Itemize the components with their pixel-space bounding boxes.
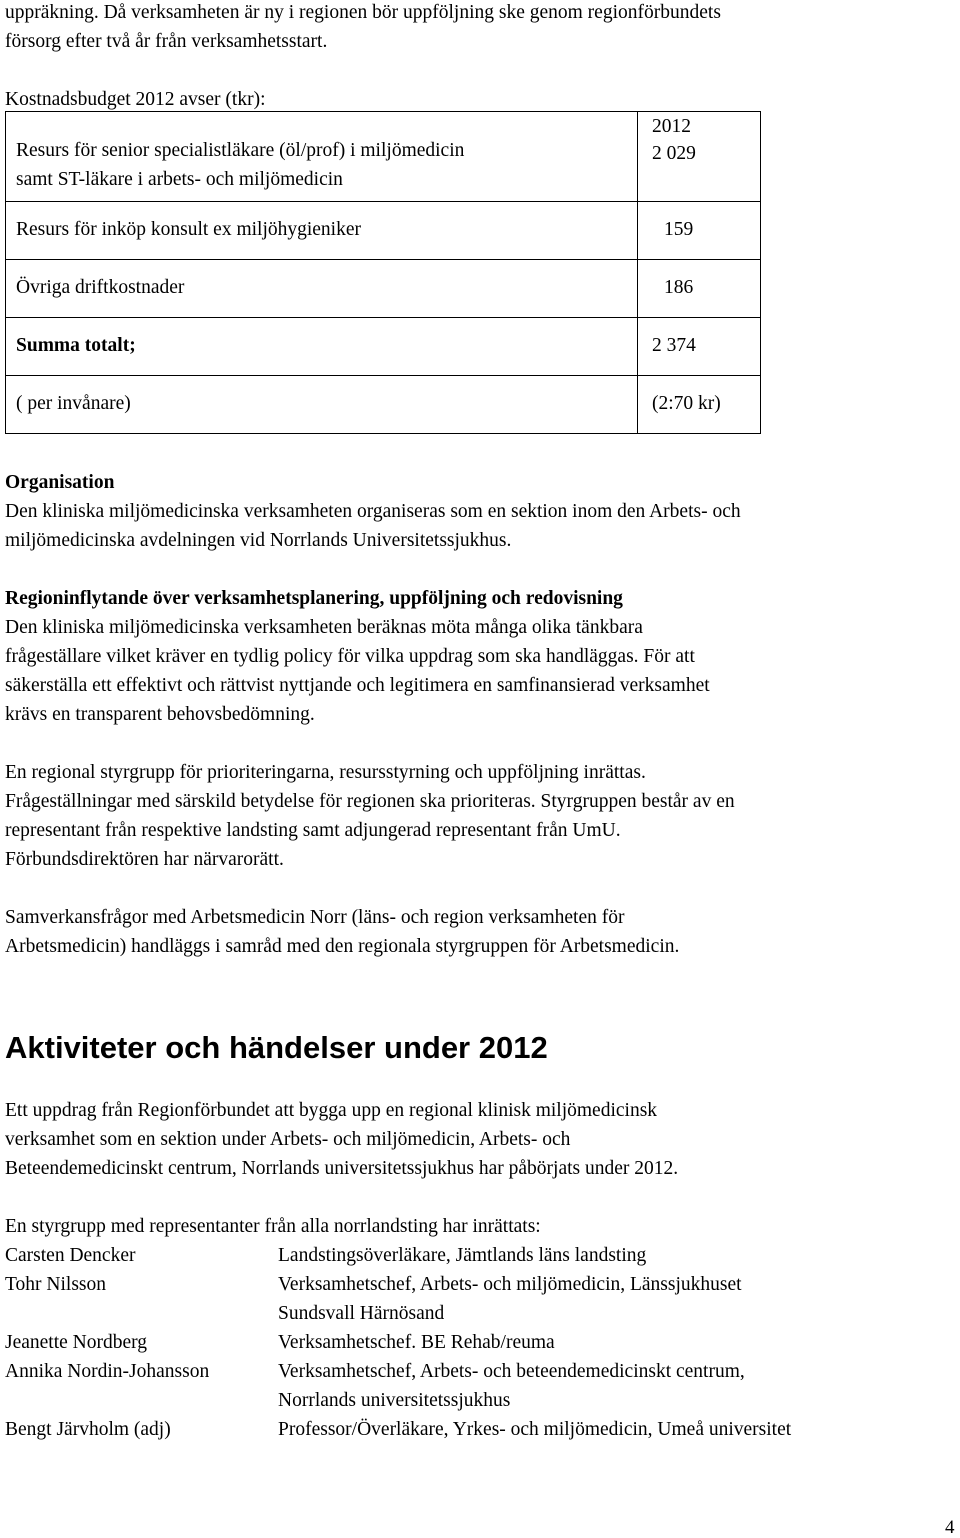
member-role-line: Sundsvall Härnösand <box>278 1303 445 1324</box>
member-row <box>5 1328 791 1357</box>
page-number: 4 <box>945 1517 955 1538</box>
budget-row <box>6 112 761 202</box>
budget-row-label-line: samt ST-läkare i arbets- och miljömedicin <box>16 169 343 191</box>
intro-line: försorg efter två år från verksamhetsstart. <box>5 31 328 52</box>
member-role-line: Landstingsöverläkare, Jämtlands läns landsting <box>278 1245 647 1266</box>
paragraph-line: Den kliniska miljömedicinska verksamheten beräknas möta många olika tänkbara <box>5 617 643 638</box>
organisation-line: Den kliniska miljömedicinska verksamheten organiseras som en sektion inom den Arbets- och <box>5 501 741 522</box>
paragraph-line: Förbundsdirektören har närvarorätt. <box>5 849 284 870</box>
member-role-line: Professor/Överläkare, Yrkes- och miljömedicin, Umeå universitet <box>278 1419 792 1440</box>
region-heading: Regioninflytande över verksamhetsplanering, uppföljning och redovisning <box>5 588 623 609</box>
member-role-line: Verksamhetschef, Arbets- och beteendemedicinskt centrum, <box>278 1361 745 1382</box>
paragraph-line: Arbetsmedicin) handläggs i samråd med den regionala styrgruppen för Arbetsmedicin. <box>5 936 680 957</box>
member-name: Annika Nordin-Johansson <box>5 1361 210 1382</box>
budget-row-value <box>638 112 761 202</box>
member-role <box>278 1328 791 1357</box>
paragraph-line: säkerställa ett effektivt och rättvist nyttjande och legitimera en samfinansierad verksamhet <box>5 675 710 696</box>
intro-line: uppräkning. Då verksamheten är ny i regionen bör uppföljning ske genom regionförbundets <box>5 2 721 23</box>
paragraph-line: frågeställare vilket kräver en tydlig policy för vilka uppdrag som ska handläggas. För att <box>5 646 695 667</box>
member-role <box>278 1357 791 1415</box>
member-role-line: Norrlands universitetssjukhus <box>278 1390 511 1411</box>
budget-value: (2:70 kr) <box>638 375 761 433</box>
budget-value: 186 <box>638 259 761 317</box>
budget-row-label: Resurs för inköp konsult ex miljöhygieniker <box>6 201 638 259</box>
member-name: Tohr Nilsson <box>5 1274 107 1295</box>
member-role <box>278 1415 791 1444</box>
member-name: Jeanette Nordberg <box>5 1332 148 1353</box>
member-row <box>5 1270 791 1328</box>
budget-row <box>6 201 761 259</box>
organisation-line: miljömedicinska avdelningen vid Norrlands Universitetssjukhus. <box>5 530 512 551</box>
section-heading: Aktiviteter och händelser under 2012 <box>5 1030 548 1065</box>
budget-value: 2 029 <box>652 143 696 165</box>
paragraph-line: representant från respektive landsting samt adjungerad representant från UmU. <box>5 820 621 841</box>
member-role-line: Verksamhetschef. BE Rehab/reuma <box>278 1332 555 1353</box>
paragraph-line: Frågeställningar med särskild betydelse för regionen ska prioriteras. Styrgruppen består av en <box>5 791 735 812</box>
member-name: Carsten Dencker <box>5 1245 136 1266</box>
member-name: Bengt Järvholm (adj) <box>5 1419 171 1440</box>
budget-row <box>6 375 761 433</box>
paragraph-line: Samverkansfrågor med Arbetsmedicin Norr (läns- och region verksamheten för <box>5 907 625 928</box>
styrgrupp-members <box>5 1241 791 1444</box>
budget-heading: Kostnadsbudget 2012 avser (tkr): <box>5 89 266 110</box>
budget-row <box>6 259 761 317</box>
budget-table <box>5 111 761 434</box>
budget-row-label: ( per invånare) <box>6 375 638 433</box>
member-role-line: Verksamhetschef, Arbets- och miljömedicin, Länssjukhuset <box>278 1274 742 1295</box>
member-row <box>5 1241 791 1270</box>
paragraph-line: Ett uppdrag från Regionförbundet att bygga upp en regional klinisk miljömedicinsk <box>5 1100 658 1121</box>
paragraph-line: Beteendemedicinskt centrum, Norrlands universitetssjukhus har påbörjats under 2012. <box>5 1158 679 1179</box>
paragraph-line: krävs en transparent behovsbedömning. <box>5 704 315 725</box>
budget-row-label-line: Resurs för senior specialistläkare (öl/prof) i miljömedicin <box>16 140 465 161</box>
paragraph-line: verksamhet som en sektion under Arbets- och miljömedicin, Arbets- och <box>5 1129 571 1150</box>
budget-row-label: Övriga driftkostnader <box>6 259 638 317</box>
member-row <box>5 1357 791 1415</box>
member-role <box>278 1241 791 1270</box>
member-row <box>5 1415 791 1444</box>
budget-row <box>6 317 761 375</box>
paragraph-line: En regional styrgrupp för prioriteringarna, resursstyrning och uppföljning inrättas. <box>5 762 646 783</box>
budget-year-header: 2012 <box>652 116 691 137</box>
organisation-heading: Organisation <box>5 472 115 493</box>
styrgrupp-intro: En styrgrupp med representanter från alla norrlandsting har inrättats: <box>5 1216 541 1237</box>
member-role <box>278 1270 791 1328</box>
budget-row-label: Summa totalt; <box>6 317 638 375</box>
budget-value: 159 <box>638 201 761 259</box>
budget-value: 2 374 <box>638 317 761 375</box>
budget-row-label <box>6 112 638 202</box>
